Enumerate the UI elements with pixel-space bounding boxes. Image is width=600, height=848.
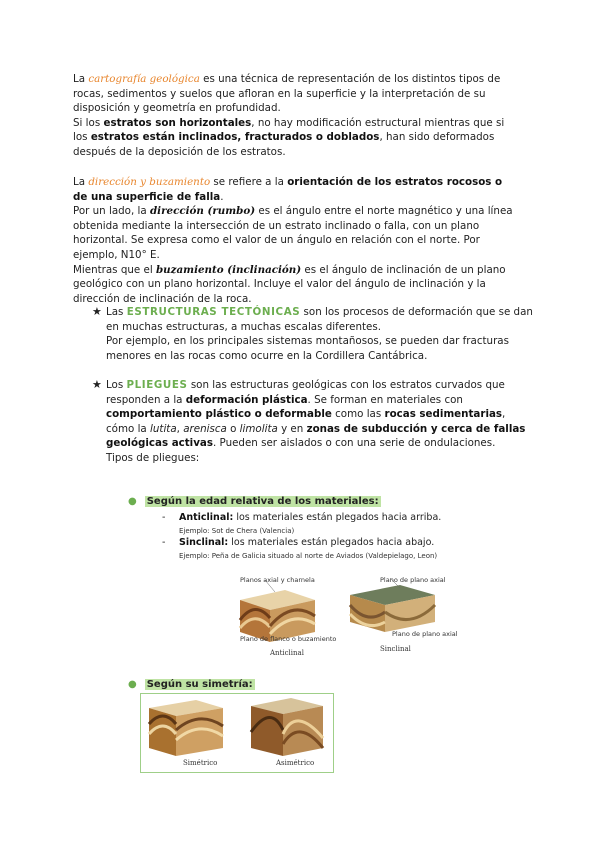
text: son los procesos de deformación que se dan en muchas estructuras, a muchas escalas diferentes. [106,306,533,333]
term: Sinclinal: [179,537,229,548]
term-pliegues: PLIEGUES [126,379,188,391]
bold-text: orientación de los estratos rocosos o de una superficie de falla [73,176,503,203]
symmetric-block [149,700,223,756]
anticlinal-item [162,512,502,537]
text: Los [106,379,127,391]
section-heading-age [128,495,381,510]
figure-label-sinclinal: Sinclinal [380,645,411,653]
text: , han sido deformados después de la deposición de los estratos. [73,131,495,158]
text: es el ángulo entre el norte magnético y una línea obtenida mediante la intersección de un estrato inclinado o falla, con un plano horizontal. Se expresa como el valor de un ángulo en relación con el norte. Por ejemplo, N10° E. [73,205,513,261]
asymmetric-block [251,698,323,756]
figure-caption: Plano de flanco o buzamiento [240,635,337,643]
text: Mientras que el [73,263,156,276]
direction-paragraph [73,175,513,306]
text: , no hay modificación estructural mientras que si los [73,116,505,144]
example-text: Ejemplo: Peña de Galicia situado al norte de Aviados (Valdepielago, Leon) [179,551,438,560]
figure-caption: Plano de plano axial [392,630,458,638]
star-bullet-icon: ★ [92,305,102,318]
bold-text: zonas de subducción y cerca de fallas geológicas activas [106,422,526,450]
figure-caption: Plano de plano axial [380,576,446,584]
text: o [226,422,240,435]
text: los materiales están plegados hacia arriba. [233,512,442,523]
text: . Se forman en materiales con [307,393,463,406]
italic-text: arenisca [183,422,227,435]
term-tectonic: ESTRUCTURAS TECTÓNICAS [126,306,301,318]
bold-text: comportamiento plástico o deformable [106,408,332,421]
term-direccion: dirección y buzamiento [88,176,211,188]
text: y en [277,422,307,435]
example-text: Ejemplo: Sot de Chera (Valencia) [179,526,295,535]
sinclinal-block [350,585,435,632]
folds-bullet [106,378,536,466]
dot-bullet-icon: ● [128,496,137,507]
intro-paragraph [73,72,513,160]
figure-caption: Planos axial y charnela [240,576,315,584]
star-bullet-icon: ★ [92,378,102,391]
figure-label-anticlinal: Anticlinal [270,649,304,657]
fold-age-figure [230,570,458,660]
text: Si los [73,116,104,129]
text: es el ángulo de inclinación de un plano geológico con un plano horizontal. Incluye el valor del ángulo de inclinación y la dirección de inclinación de la roca. [73,263,506,305]
text: La [73,176,89,188]
fold-symmetry-figure [140,693,334,773]
text: , [176,422,184,435]
bold-text: rocas sedimentarias [384,408,503,421]
text: son las estructuras geológicas con los estratos curvados que responden a la [106,379,505,406]
figure-label-simetrico: Simétrico [183,759,218,767]
text: se refiere a la [210,176,288,188]
text: La [73,73,89,85]
dot-bullet-icon: ● [128,679,137,690]
term-rumbo: dirección (rumbo) [149,205,256,218]
italic-text: lutita [150,422,177,435]
dash: - [162,512,166,523]
text: Las [106,306,127,318]
text: es una técnica de representación de los distintos tipos de rocas, sedimentos y suelos que afloran en la superficie y la interpretación de su disposición y geometría en profundidad. [73,73,501,115]
text: Por un lado, la [73,205,150,218]
text: Por ejemplo, en los principales sistemas montañosos, se pueden dar fracturas menores en las rocas como ocurre en la Cordillera Cantábrica. [106,335,509,362]
bold-text: estratos son horizontales [103,116,252,129]
bold-text: deformación plástica [185,393,308,406]
text: los materiales están plegados hacia abajo. [228,537,435,548]
sinclinal-item [162,537,502,562]
text: Tipos de pliegues: [106,451,200,464]
dash: - [162,537,166,548]
italic-text: limolita [239,422,278,435]
section-title: Según su simetría: [146,679,253,690]
text: como las [331,408,385,421]
figure-label-asimetrico: Asimétrico [276,759,315,767]
term-buzamiento: buzamiento (inclinación) [155,263,302,276]
term: Anticlinal: [179,512,234,523]
section-title: Según la edad relativa de los materiales: [146,496,379,507]
bold-text: estratos están inclinados, fracturados o doblados [90,131,380,144]
term-cartografia: cartografía geológica [88,73,200,85]
tectonic-structures-bullet [106,305,536,363]
section-heading-symmetry [128,678,255,693]
text: . [220,190,224,203]
text: , cómo la [106,408,506,435]
text: . Pueden ser aislados o con una serie de ondulaciones. [213,437,496,450]
